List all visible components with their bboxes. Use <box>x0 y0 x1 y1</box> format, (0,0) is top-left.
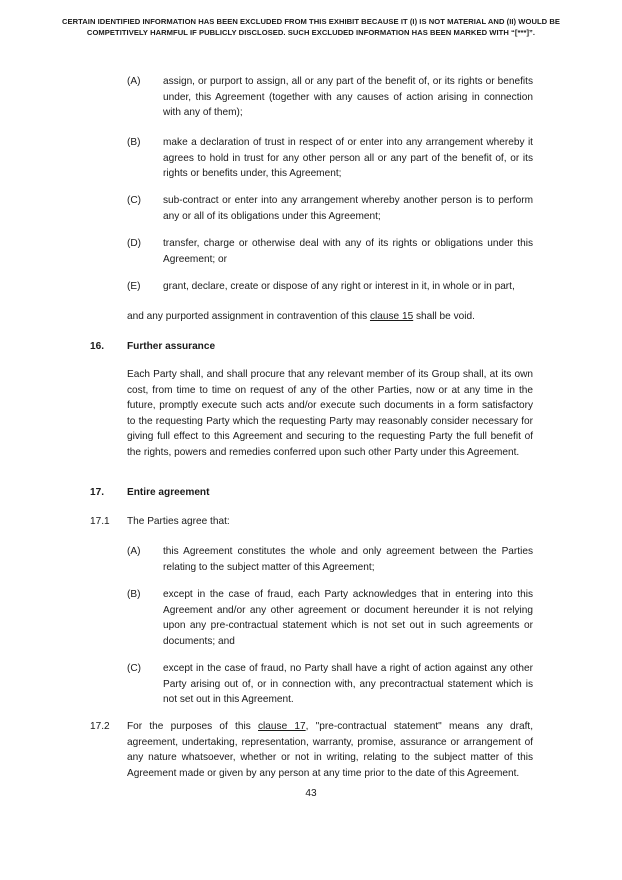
closing-text: shall be void. <box>413 311 475 322</box>
clause-17-1-intro: The Parties agree that: <box>127 516 230 527</box>
list-label: (B) <box>127 137 141 148</box>
confidentiality-header: CERTAIN IDENTIFIED INFORMATION HAS BEEN EXCLUDED FROM THIS EXHIBIT BECAUSE IT (I) IS NOT MATERIAL AND (II) WOULD BE COMPETITIVELY HARMFUL IF PUBLICLY DISCLOSED. SUCH EXCLUDED INFORMATION HAS BEEN MARKED WITH “[***]”. <box>61 17 561 37</box>
list-label: (A) <box>127 546 141 557</box>
section-number: 17. <box>90 487 105 498</box>
list-label: (D) <box>127 238 142 249</box>
clause-17-2-body <box>127 719 533 781</box>
list-label: (B) <box>127 589 141 600</box>
closing-text: and any purported assignment in contravention of this <box>127 311 370 322</box>
section-title: Further assurance <box>127 341 216 352</box>
list-label: (A) <box>127 76 141 87</box>
clause-17-reference: clause 17 <box>258 721 306 732</box>
list-item-text: this Agreement constitutes the whole and only agreement between the Parties relating to the subject matter of this Agreement; <box>163 546 533 573</box>
clause-text: , "pre-contractual statement" means any draft, agreement, undertaking, representation, warranty, promise, assurance or arrangement of any nature whatsoever, whether or not in writing, relating to the subject matter of this Agreement made or given by any person at any time prior to the date of this Agreement. <box>127 721 533 779</box>
list-item-text: make a declaration of trust in respect of or enter into any arrangement whereby it agrees to hold in trust for any other person all or any part of the benefit of, or its rights or benefits under, this Agreement; <box>163 137 533 180</box>
clause-number: 17.2 <box>90 721 110 732</box>
list-item-text: transfer, charge or otherwise deal with any of its rights or obligations under this Agreement; or <box>163 238 533 265</box>
section-number: 16. <box>90 341 105 352</box>
list-item-text: sub-contract or enter into any arrangement whereby another person is to perform any or all of its obligations under this Agreement; <box>163 195 533 222</box>
list-item-text: assign, or purport to assign, all or any part of the benefit of, or its rights or benefits under, this Agreement (together with any causes of action arising in connection with any of them); <box>163 76 533 119</box>
clause-number: 17.1 <box>90 516 110 527</box>
list-label: (C) <box>127 663 142 674</box>
clause-text: For the purposes of this <box>127 721 258 732</box>
section-title: Entire agreement <box>127 487 210 498</box>
clause-15-closing <box>127 309 533 325</box>
list-item-text: grant, declare, create or dispose of any right or interest in it, in whole or in part, <box>163 281 515 292</box>
clause-15-reference: clause 15 <box>369 311 414 322</box>
section-16-body: Each Party shall, and shall procure that any relevant member of its Group shall, at its own cost, from time to time on request of any of the other Parties, now or at any time in the future, promptly execute such acts and/or execute such documents in a form satisfactory to the requesting Party which the requesting Party may reasonably consider necessary for giving full effect to this Agreement and securing to the requesting Party the full benefit of the rights, powers and remedies conferred upon such other Party under this Agreement. <box>127 369 533 458</box>
list-label: (C) <box>127 195 142 206</box>
page-number: 43 <box>305 788 317 799</box>
list-item-text: except in the case of fraud, no Party shall have a right of action against any other Party arising out of, or in connection with, any precontractual statement which is not set out in this Agreement. <box>163 663 533 706</box>
list-item-text: except in the case of fraud, each Party acknowledges that in entering into this Agreement and/or any other agreement or document hereunder it is not relying upon any pre-contractual statement which is not set out in such agreements or documents; and <box>163 589 533 647</box>
list-label: (E) <box>127 281 141 292</box>
